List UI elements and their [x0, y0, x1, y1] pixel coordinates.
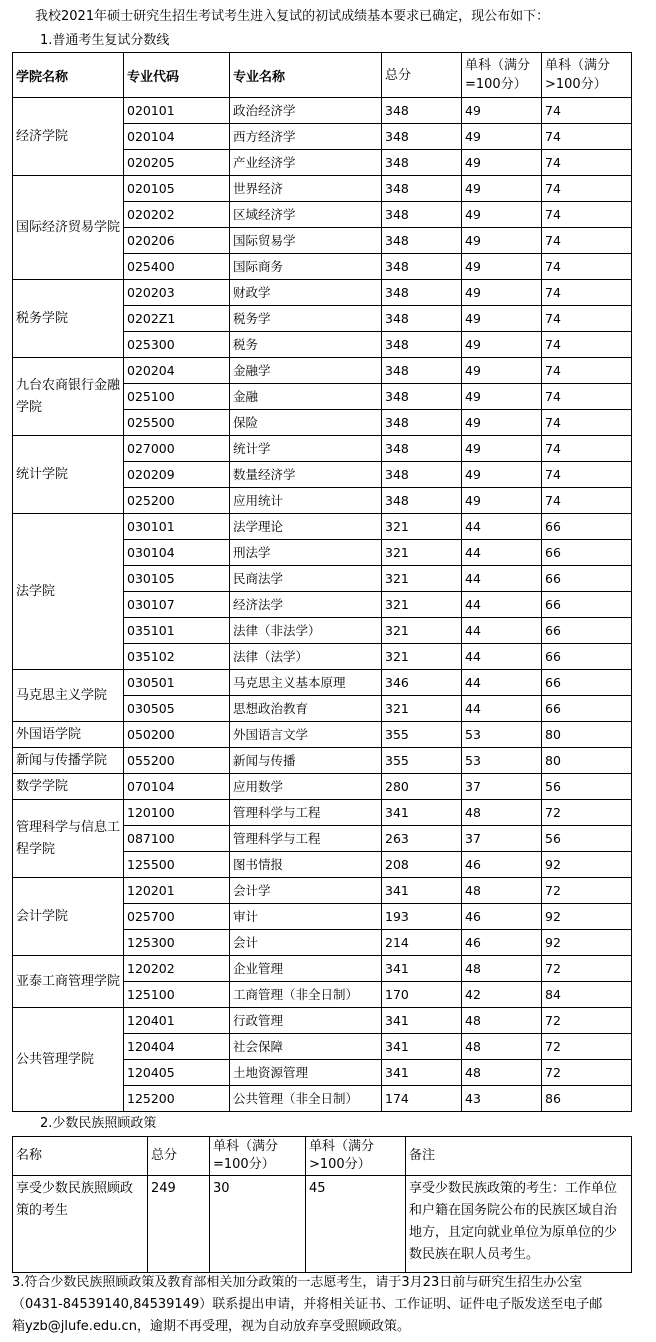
- cell-code: 025500: [124, 410, 230, 436]
- cell-total: 170: [382, 982, 462, 1008]
- cell-single-100: 49: [462, 436, 542, 462]
- cell-major: 工商管理（非全日制）: [230, 982, 382, 1008]
- cell-total: 348: [382, 124, 462, 150]
- cell-total: 346: [382, 670, 462, 696]
- cell-college: 外国语学院: [13, 722, 124, 748]
- cell-code: 125200: [124, 1086, 230, 1112]
- cell-single-over100: 66: [542, 592, 632, 618]
- cell-code: 027000: [124, 436, 230, 462]
- intro-text: 我校2021年硕士研究生招生考试考生进入复试的初试成绩基本要求已确定，现公布如下：: [35, 9, 550, 24]
- cell-single-over100: 66: [542, 696, 632, 722]
- header-single-over100: 单科（满分>100分）: [306, 1137, 406, 1176]
- cell-college: 亚泰工商管理学院: [13, 956, 124, 1008]
- cell-code: 087100: [124, 826, 230, 852]
- cell-college: 马克思主义学院: [13, 670, 124, 722]
- cell-total: 348: [382, 254, 462, 280]
- cell-single-over100: 66: [542, 618, 632, 644]
- minority-table: [12, 1136, 632, 1273]
- cell-major: 应用数学: [230, 774, 382, 800]
- cell-code: 055200: [124, 748, 230, 774]
- cell-total: 174: [382, 1086, 462, 1112]
- cell-single-100: 49: [462, 332, 542, 358]
- cell-college: 九台农商银行金融学院: [13, 358, 124, 436]
- cell-total: 348: [382, 98, 462, 124]
- cell-single-over100: 45: [306, 1176, 406, 1273]
- cell-single-over100: 72: [542, 800, 632, 826]
- cell-major: 管理科学与工程: [230, 826, 382, 852]
- cell-single-100: 49: [462, 358, 542, 384]
- cell-code: 020105: [124, 176, 230, 202]
- cell-code: 020206: [124, 228, 230, 254]
- cell-single-100: 49: [462, 254, 542, 280]
- cell-single-over100: 72: [542, 956, 632, 982]
- cell-code: 0202Z1: [124, 306, 230, 332]
- cell-single-100: 43: [462, 1086, 542, 1112]
- cell-total: 341: [382, 1034, 462, 1060]
- cell-single-100: 44: [462, 514, 542, 540]
- cell-major: 统计学: [230, 436, 382, 462]
- cell-single-over100: 74: [542, 332, 632, 358]
- cell-major: 保险: [230, 410, 382, 436]
- cell-major: 马克思主义基本原理: [230, 670, 382, 696]
- cell-major: 经济法学: [230, 592, 382, 618]
- cell-single-100: 53: [462, 722, 542, 748]
- cell-total: 355: [382, 722, 462, 748]
- table-row: [13, 176, 632, 202]
- cell-total: 321: [382, 592, 462, 618]
- cell-single-over100: 72: [542, 1060, 632, 1086]
- cell-total: 348: [382, 332, 462, 358]
- cell-single-100: 37: [462, 774, 542, 800]
- cell-major: 新闻与传播: [230, 748, 382, 774]
- cell-code: 120405: [124, 1060, 230, 1086]
- cell-major: 应用统计: [230, 488, 382, 514]
- cell-total: 341: [382, 956, 462, 982]
- cell-total: 321: [382, 540, 462, 566]
- cell-single-100: 49: [462, 228, 542, 254]
- cell-total: 249: [148, 1176, 210, 1273]
- cell-total: 348: [382, 176, 462, 202]
- cell-major: 社会保障: [230, 1034, 382, 1060]
- cell-total: 341: [382, 1060, 462, 1086]
- cell-total: 348: [382, 280, 462, 306]
- cell-code: 035101: [124, 618, 230, 644]
- table-row: [13, 774, 632, 800]
- cell-major: 金融学: [230, 358, 382, 384]
- cell-single-100: 49: [462, 202, 542, 228]
- cell-total: 341: [382, 1008, 462, 1034]
- header-single-100: 单科（满分=100分）: [210, 1137, 306, 1176]
- cell-code: 020205: [124, 150, 230, 176]
- cell-single-over100: 74: [542, 436, 632, 462]
- minority-table-header: [13, 1137, 632, 1176]
- note-line: （0431-84539140,84539149）联系提出申请，并将相关证书、工作证明、证件电子版发送至电子邮: [12, 1297, 603, 1312]
- cell-single-over100: 66: [542, 540, 632, 566]
- cell-code: 120201: [124, 878, 230, 904]
- cell-college: 统计学院: [13, 436, 124, 514]
- cell-name: 享受少数民族照顾政策的考生: [13, 1176, 148, 1273]
- table-row: [13, 670, 632, 696]
- cell-total: 321: [382, 514, 462, 540]
- cell-code: 025400: [124, 254, 230, 280]
- cell-single-100: 49: [462, 280, 542, 306]
- cell-major: 法学理论: [230, 514, 382, 540]
- cell-single-100: 49: [462, 306, 542, 332]
- cell-single-100: 49: [462, 462, 542, 488]
- table-row: [13, 878, 632, 904]
- table-row: [13, 280, 632, 306]
- cell-single-over100: 74: [542, 384, 632, 410]
- cell-single-100: 30: [210, 1176, 306, 1273]
- cell-college: 会计学院: [13, 878, 124, 956]
- cell-code: 025100: [124, 384, 230, 410]
- cell-single-over100: 74: [542, 98, 632, 124]
- cell-single-100: 49: [462, 150, 542, 176]
- cell-single-over100: 74: [542, 462, 632, 488]
- cell-single-100: 49: [462, 124, 542, 150]
- cell-single-100: 44: [462, 592, 542, 618]
- cell-single-100: 49: [462, 410, 542, 436]
- cell-single-over100: 86: [542, 1086, 632, 1112]
- cell-total: 355: [382, 748, 462, 774]
- table-row: [13, 1176, 632, 1273]
- cell-code: 125300: [124, 930, 230, 956]
- cell-code: 125500: [124, 852, 230, 878]
- cell-single-100: 48: [462, 1008, 542, 1034]
- cell-single-100: 44: [462, 670, 542, 696]
- cell-single-over100: 56: [542, 826, 632, 852]
- table-row: [13, 514, 632, 540]
- header-major: 专业名称: [230, 53, 382, 98]
- cell-major: 民商法学: [230, 566, 382, 592]
- header-total: 总分: [148, 1137, 210, 1176]
- cell-code: 025200: [124, 488, 230, 514]
- cell-total: 341: [382, 878, 462, 904]
- cell-total: 348: [382, 488, 462, 514]
- cell-total: 321: [382, 566, 462, 592]
- cell-major: 政治经济学: [230, 98, 382, 124]
- cell-major: 国际贸易学: [230, 228, 382, 254]
- cell-college: 新闻与传播学院: [13, 748, 124, 774]
- cell-total: 348: [382, 228, 462, 254]
- cell-college: 公共管理学院: [13, 1008, 124, 1112]
- header-remark: 备注: [406, 1137, 632, 1176]
- cell-single-over100: 92: [542, 930, 632, 956]
- cell-code: 120404: [124, 1034, 230, 1060]
- cell-college: 经济学院: [13, 98, 124, 176]
- cell-single-100: 46: [462, 852, 542, 878]
- cell-single-100: 37: [462, 826, 542, 852]
- note-3: [12, 1272, 652, 1338]
- cell-single-over100: 72: [542, 1034, 632, 1060]
- cell-single-over100: 92: [542, 852, 632, 878]
- cell-major: 会计学: [230, 878, 382, 904]
- cell-code: 030107: [124, 592, 230, 618]
- cell-major: 法律（法学）: [230, 644, 382, 670]
- cell-total: 348: [382, 358, 462, 384]
- table-row: [13, 98, 632, 124]
- cell-single-100: 46: [462, 930, 542, 956]
- cell-major: 数量经济学: [230, 462, 382, 488]
- cell-total: 341: [382, 800, 462, 826]
- cell-single-100: 48: [462, 956, 542, 982]
- cell-single-over100: 72: [542, 1008, 632, 1034]
- cell-single-over100: 74: [542, 410, 632, 436]
- cell-college: 税务学院: [13, 280, 124, 358]
- cell-single-over100: 74: [542, 202, 632, 228]
- cell-major: 图书情报: [230, 852, 382, 878]
- cell-total: 214: [382, 930, 462, 956]
- cell-total: 348: [382, 150, 462, 176]
- note-line: 箱yzb@jlufe.edu.cn，逾期不再受理，视为自动放弃享受照顾政策。: [12, 1319, 410, 1334]
- cell-single-over100: 66: [542, 644, 632, 670]
- cell-single-100: 49: [462, 384, 542, 410]
- cell-remark: 享受少数民族政策的考生：工作单位和户籍在国务院公布的民族区域自治地方，且定向就业单位为原单位的少数民族在职人员考生。: [406, 1176, 632, 1273]
- cell-single-100: 44: [462, 696, 542, 722]
- section2-title: 2.少数民族照顾政策: [40, 1116, 157, 1131]
- cell-code: 030505: [124, 696, 230, 722]
- cell-single-over100: 92: [542, 904, 632, 930]
- cell-code: 020209: [124, 462, 230, 488]
- cell-major: 区域经济学: [230, 202, 382, 228]
- cell-single-100: 44: [462, 618, 542, 644]
- cell-code: 020101: [124, 98, 230, 124]
- header-total: 总分: [382, 53, 462, 98]
- cell-code: 120202: [124, 956, 230, 982]
- cell-single-over100: 74: [542, 176, 632, 202]
- table-row: [13, 800, 632, 826]
- cell-single-100: 48: [462, 800, 542, 826]
- table-row: [13, 956, 632, 982]
- cell-major: 刑法学: [230, 540, 382, 566]
- cell-code: 020202: [124, 202, 230, 228]
- cell-total: 348: [382, 306, 462, 332]
- table-row: [13, 722, 632, 748]
- table-row: [13, 358, 632, 384]
- cell-code: 070104: [124, 774, 230, 800]
- cell-major: 产业经济学: [230, 150, 382, 176]
- cell-single-over100: 74: [542, 254, 632, 280]
- cell-major: 税务: [230, 332, 382, 358]
- cell-total: 348: [382, 202, 462, 228]
- cell-single-over100: 56: [542, 774, 632, 800]
- header-college: 学院名称: [13, 53, 124, 98]
- cell-single-100: 53: [462, 748, 542, 774]
- score-table: [12, 52, 632, 1112]
- cell-single-over100: 74: [542, 488, 632, 514]
- cell-code: 020104: [124, 124, 230, 150]
- cell-college: 数学学院: [13, 774, 124, 800]
- cell-single-over100: 66: [542, 514, 632, 540]
- cell-total: 348: [382, 384, 462, 410]
- cell-single-100: 44: [462, 644, 542, 670]
- cell-single-100: 44: [462, 540, 542, 566]
- cell-single-over100: 74: [542, 150, 632, 176]
- cell-single-100: 44: [462, 566, 542, 592]
- cell-major: 审计: [230, 904, 382, 930]
- header-single-100: 单科（满分=100分）: [462, 53, 542, 98]
- cell-single-100: 48: [462, 1034, 542, 1060]
- cell-code: 050200: [124, 722, 230, 748]
- table-row: [13, 748, 632, 774]
- cell-college: 法学院: [13, 514, 124, 670]
- cell-single-100: 48: [462, 1060, 542, 1086]
- cell-single-over100: 74: [542, 358, 632, 384]
- cell-single-100: 49: [462, 98, 542, 124]
- header-code: 专业代码: [124, 53, 230, 98]
- cell-college: 国际经济贸易学院: [13, 176, 124, 280]
- cell-code: 020203: [124, 280, 230, 306]
- cell-major: 土地资源管理: [230, 1060, 382, 1086]
- cell-major: 世界经济: [230, 176, 382, 202]
- cell-major: 公共管理（非全日制）: [230, 1086, 382, 1112]
- cell-major: 会计: [230, 930, 382, 956]
- cell-single-over100: 80: [542, 748, 632, 774]
- cell-code: 035102: [124, 644, 230, 670]
- cell-single-over100: 74: [542, 228, 632, 254]
- cell-major: 法律（非法学）: [230, 618, 382, 644]
- cell-single-over100: 74: [542, 306, 632, 332]
- cell-major: 税务学: [230, 306, 382, 332]
- cell-code: 030101: [124, 514, 230, 540]
- cell-total: 321: [382, 644, 462, 670]
- cell-code: 020204: [124, 358, 230, 384]
- note-line: 3.符合少数民族照顾政策及教育部相关加分政策的一志愿考生，请于3月23日前与研究生招生办公室: [12, 1275, 583, 1290]
- cell-single-100: 46: [462, 904, 542, 930]
- cell-major: 管理科学与工程: [230, 800, 382, 826]
- cell-code: 125100: [124, 982, 230, 1008]
- cell-code: 120100: [124, 800, 230, 826]
- cell-major: 外国语言文学: [230, 722, 382, 748]
- cell-major: 金融: [230, 384, 382, 410]
- cell-code: 025700: [124, 904, 230, 930]
- cell-single-over100: 74: [542, 124, 632, 150]
- cell-single-100: 42: [462, 982, 542, 1008]
- cell-major: 企业管理: [230, 956, 382, 982]
- cell-major: 国际商务: [230, 254, 382, 280]
- cell-total: 321: [382, 618, 462, 644]
- cell-single-100: 49: [462, 488, 542, 514]
- cell-total: 193: [382, 904, 462, 930]
- cell-major: 财政学: [230, 280, 382, 306]
- cell-single-over100: 84: [542, 982, 632, 1008]
- cell-single-over100: 74: [542, 280, 632, 306]
- cell-total: 263: [382, 826, 462, 852]
- cell-code: 120401: [124, 1008, 230, 1034]
- cell-total: 348: [382, 436, 462, 462]
- cell-code: 030501: [124, 670, 230, 696]
- cell-total: 348: [382, 410, 462, 436]
- section1-title: 1.普通考生复试分数线: [40, 33, 170, 48]
- cell-total: 208: [382, 852, 462, 878]
- cell-major: 思想政治教育: [230, 696, 382, 722]
- cell-single-over100: 66: [542, 566, 632, 592]
- header-single-over100: 单科（满分>100分）: [542, 53, 632, 98]
- cell-single-100: 49: [462, 176, 542, 202]
- table-row: [13, 1008, 632, 1034]
- header-name: 名称: [13, 1137, 148, 1176]
- cell-major: 西方经济学: [230, 124, 382, 150]
- cell-single-over100: 66: [542, 670, 632, 696]
- cell-college: 管理科学与信息工程学院: [13, 800, 124, 878]
- cell-code: 030105: [124, 566, 230, 592]
- cell-single-over100: 72: [542, 878, 632, 904]
- cell-total: 321: [382, 696, 462, 722]
- cell-total: 280: [382, 774, 462, 800]
- cell-code: 025300: [124, 332, 230, 358]
- cell-code: 030104: [124, 540, 230, 566]
- cell-total: 348: [382, 462, 462, 488]
- cell-major: 行政管理: [230, 1008, 382, 1034]
- cell-single-over100: 80: [542, 722, 632, 748]
- score-table-header: [13, 53, 632, 98]
- table-row: [13, 436, 632, 462]
- cell-single-100: 48: [462, 878, 542, 904]
